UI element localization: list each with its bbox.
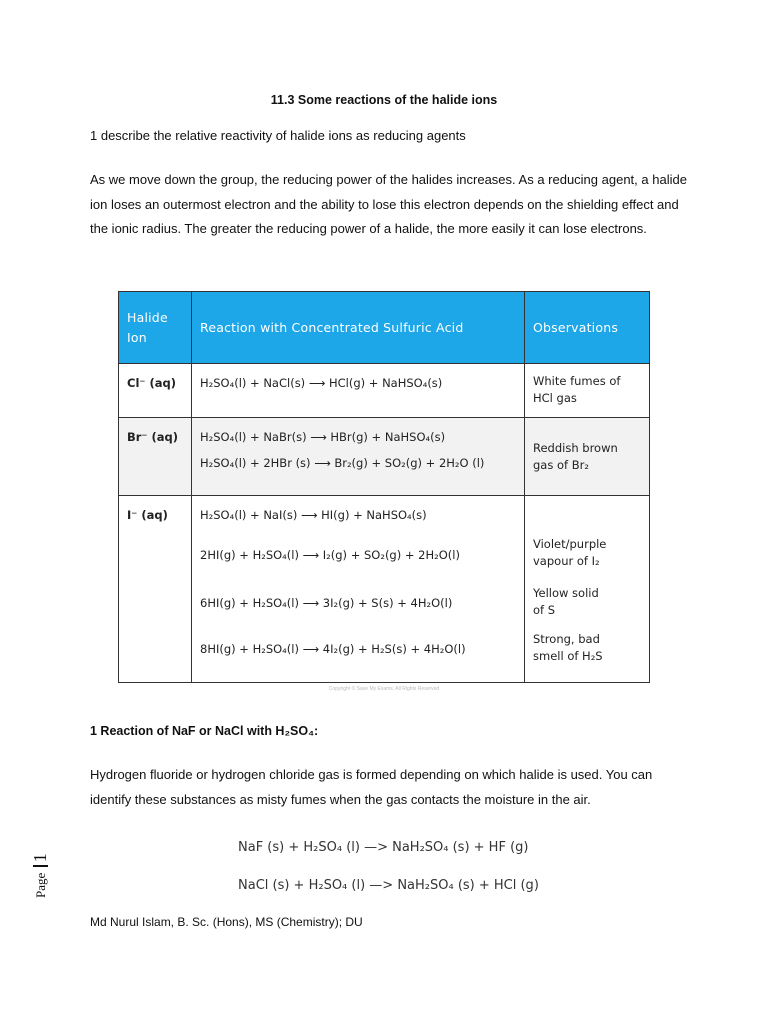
ion-cell: I⁻ (aq) (119, 496, 192, 683)
table-row (119, 418, 650, 496)
learning-objective: 1 describe the relative reactivity of halide ions as reducing agents (90, 128, 466, 143)
equation: H₂SO₄(l) + NaCl(s) ⟶ HCl(g) + NaHSO₄(s) (200, 376, 443, 390)
page-divider (33, 865, 48, 867)
equation-naf: NaF (s) + H₂SO₄ (l) —> NaH₂SO₄ (s) + HF (g) (238, 840, 529, 855)
reaction-cell (192, 418, 525, 496)
equation: 2HI(g) + H₂SO₄(l) ⟶ I₂(g) + SO₂(g) + 2H₂O(l) (200, 548, 460, 562)
intro-paragraph: As we move down the group, the reducing power of the halides increases. As a reducing agent, a halide ion loses an outermost electron and the ability to lose this electron depends on the shielding effect and the ionic radius. The greater the reducing power of a halide, the more easily it can lose electrons. (90, 172, 687, 236)
page-number-label: Page 1 (30, 853, 50, 898)
section-paragraph: Hydrogen fluoride or hydrogen chloride gas is formed depending on which halide is used. You can identify these substances as misty fumes when the gas contacts the moisture in the air. (90, 767, 653, 807)
equation: 8HI(g) + H₂SO₄(l) ⟶ 4I₂(g) + H₂S(s) + 4H₂O(l) (200, 642, 466, 656)
page-number: 1 (30, 853, 50, 863)
page-title: 11.3 Some reactions of the halide ions (270, 93, 498, 107)
table-row (119, 496, 650, 683)
section-heading: 1 Reaction of NaF or NaCl with H₂SO₄: (90, 724, 319, 738)
header-observations: Observations (525, 292, 650, 364)
observation-cell: Reddish brown gas of Br₂ (525, 418, 650, 496)
halide-reactions-table (118, 291, 650, 683)
reaction-cell (192, 364, 525, 418)
equation: H₂SO₄(l) + 2HBr (s) ⟶ Br₂(g) + SO₂(g) + 2H₂O (l) (200, 456, 485, 470)
ion-cell: Br⁻ (aq) (119, 418, 192, 496)
table-header-row (119, 292, 650, 364)
header-reaction: Reaction with Concentrated Sulfuric Acid (192, 292, 525, 364)
observation-cell: White fumes of HCl gas (525, 364, 650, 418)
equation: 6HI(g) + H₂SO₄(l) ⟶ 3I₂(g) + S(s) + 4H₂O(l) (200, 596, 453, 610)
reaction-cell (192, 496, 525, 683)
ion-cell: Cl⁻ (aq) (119, 364, 192, 418)
equation: H₂SO₄(l) + NaBr(s) ⟶ HBr(g) + NaHSO₄(s) (200, 430, 446, 444)
author-footer: Md Nurul Islam, B. Sc. (Hons), MS (Chemistry); DU (90, 915, 363, 929)
copyright-credit: Copyright © Save My Exams. All Rights Reserved (328, 686, 440, 692)
table-row (119, 364, 650, 418)
equation-nacl: NaCl (s) + H₂SO₄ (l) —> NaH₂SO₄ (s) + HCl (g) (238, 878, 539, 893)
equation: H₂SO₄(l) + NaI(s) ⟶ HI(g) + NaHSO₄(s) (200, 508, 427, 522)
header-halide-ion: Halide Ion (119, 292, 192, 364)
observation-cell: Violet/purple vapour of I₂ Yellow solid of S Strong, bad smell of H₂S (525, 496, 650, 683)
